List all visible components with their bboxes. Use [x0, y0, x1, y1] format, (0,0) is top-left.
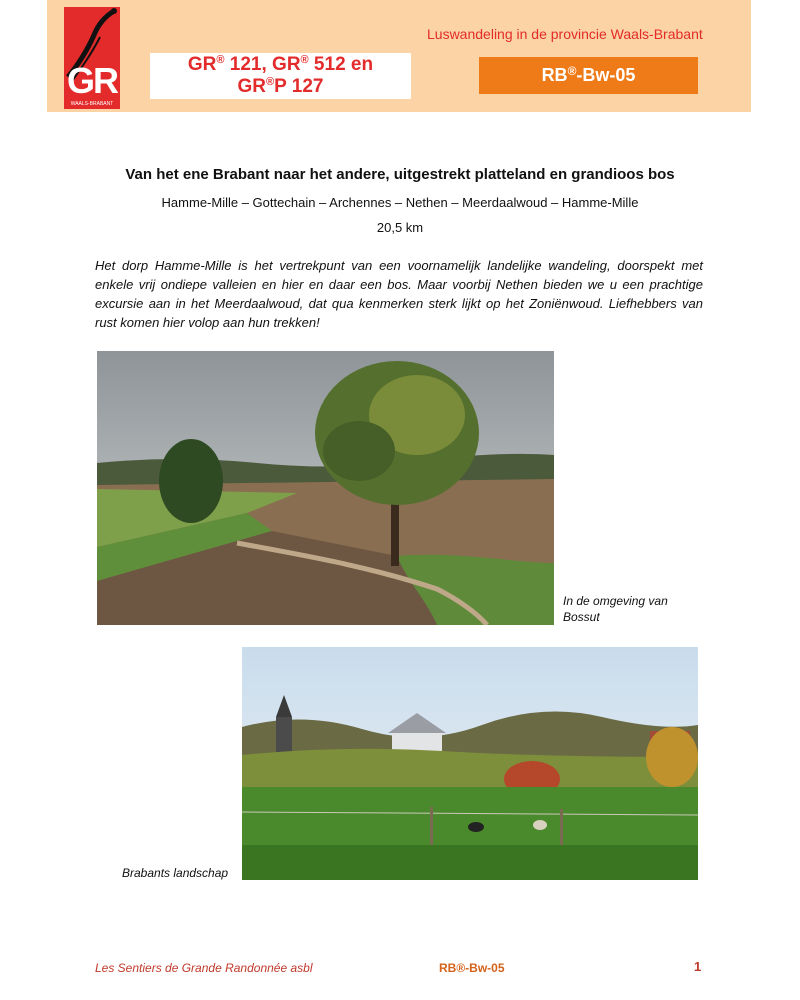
gr-codes-line1: GR® 121, GR® 512 en — [187, 54, 374, 75]
photo-caption-landscape: Brabants landschap — [122, 866, 229, 880]
logo-tagline: WAALS-BRABANT — [70, 101, 114, 107]
photo-bossut — [97, 351, 554, 625]
route-line: Hamme-Mille – Gottechain – Archennes – Nethen – Meerdaalwoud – Hamme-Mille — [161, 195, 639, 210]
intro-paragraph: Het dorp Hamme-Mille is het vertrekpunt van een voornamelijk landelijke wandeling, doorspekt met enkele vrij ondiepe valleien en hier en daar een bos. Maar voorbij Nethen bieden we u een prachtige excursie aan in het Meerdaalwoud, dat qua kenmerken sterk lijkt op het Zoniënwoud. Liefhebbers van rust komen hier volop aan hun trekken! — [95, 258, 703, 330]
logo-letters: GR — [67, 60, 117, 101]
footer-organization: Les Sentiers de Grande Randonnée asbl — [95, 961, 313, 975]
page-title: Van het ene Brabant naar het andere, uitgestrekt platteland en grandioos bos — [125, 166, 675, 183]
header-subtitle: Luswandeling in de provincie Waals-Brabant — [427, 26, 703, 42]
rb-code-badge: RB®-Bw-05 — [479, 57, 698, 94]
gr-codes-box — [150, 53, 411, 99]
photo-caption-bossut: In de omgeving van Bossut — [563, 594, 668, 624]
gr-logo — [64, 7, 120, 109]
footer-code: RB®-Bw-05 — [439, 961, 505, 975]
page-number: 1 — [694, 959, 702, 974]
photo-brabant-landscape — [242, 647, 698, 880]
distance: 20,5 km — [376, 220, 424, 235]
gr-codes-line2: GR®P 127 — [237, 76, 324, 97]
